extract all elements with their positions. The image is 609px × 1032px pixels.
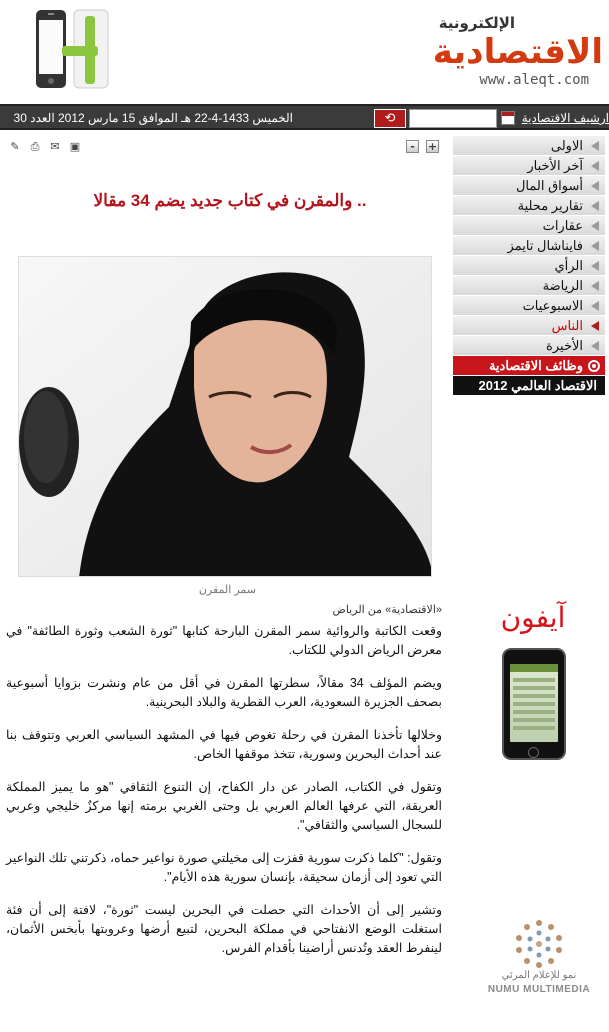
brand-title: الاقتصادية bbox=[432, 32, 603, 72]
email-icon[interactable]: ✉ bbox=[50, 140, 60, 153]
issue-dateline: الخميس 1433-4-22 هـ الموافق 15 مارس 2012 العدد 30 bbox=[13, 111, 293, 125]
archive-go-button[interactable] bbox=[374, 109, 406, 128]
triangle-left-icon bbox=[591, 201, 599, 211]
article-paragraph: ويضم المؤلف 34 مقالاً، سطرتها المقرن في أقل من عام ونشرت بزوايا أسبوعية بصحف الجزيرة السعودية، العرب القطرية والبلاد البحرينية. bbox=[6, 676, 442, 709]
section-nav bbox=[453, 136, 605, 396]
nav-item-last[interactable]: الأخيرة bbox=[453, 336, 605, 356]
article-tools bbox=[8, 140, 88, 156]
nav-item-markets[interactable]: أسواق المال bbox=[453, 176, 605, 196]
nav-item-opinion[interactable]: الرأي bbox=[453, 256, 605, 276]
nav-item-people[interactable]: الناس bbox=[453, 316, 605, 336]
nav-item-latest[interactable]: آخر الأخبار bbox=[453, 156, 605, 176]
mobile-phone-logo-icon[interactable] bbox=[30, 8, 112, 90]
brand-subtitle: الإلكترونية bbox=[438, 14, 515, 32]
save-icon[interactable]: ▣ bbox=[69, 140, 81, 153]
site-brand-logo[interactable] bbox=[393, 14, 603, 94]
brand-url: www.aleqt.com bbox=[479, 72, 589, 88]
triangle-left-icon bbox=[591, 281, 599, 291]
nav-item-local[interactable]: تقارير محلية bbox=[453, 196, 605, 216]
triangle-left-icon bbox=[591, 181, 599, 191]
comment-icon[interactable]: ✎ bbox=[10, 140, 20, 153]
triangle-left-icon bbox=[591, 341, 599, 351]
triangle-left-icon bbox=[591, 141, 599, 151]
numu-multimedia-ad[interactable] bbox=[484, 918, 594, 1000]
nav-item-first[interactable]: الاولى bbox=[453, 136, 605, 156]
target-icon bbox=[588, 360, 600, 372]
print-icon[interactable]: ⎙ bbox=[30, 140, 40, 153]
font-decrease-button[interactable]: - bbox=[406, 140, 419, 153]
archive-date-input[interactable] bbox=[409, 109, 497, 128]
triangle-left-icon bbox=[591, 161, 599, 171]
font-size-controls bbox=[406, 140, 442, 154]
site-header bbox=[0, 0, 609, 104]
article-paragraph: وقعت الكاتبة والروائية سمر المقرن البارحة كتابها "ثورة الشعب وثورة الطائفة" في معرض الرياض الدولي للكتاب. bbox=[6, 624, 442, 657]
triangle-left-icon bbox=[591, 261, 599, 271]
triangle-left-icon bbox=[591, 221, 599, 231]
article-byline: «الاقتصادية» من الرياض bbox=[332, 604, 442, 616]
top-bar bbox=[0, 104, 609, 130]
article-paragraph: وتشير إلى أن الأحداث التي حصلت في البحرين ليست "ثورة"، لافتة إلى أن فئة استغلت الوضع الانفتاحي في مملكة البحرين، لتبيع أرضها وعروبتها بأبخس الأثمان، لينفرط العقد وتُدنس أراضينا بأقدام الفرس. bbox=[6, 903, 442, 955]
return-arrow-icon: ⟲ bbox=[384, 111, 396, 126]
nav-item-realestate[interactable]: عقارات bbox=[453, 216, 605, 236]
numu-english-name: NUMU MULTIMEDIA bbox=[487, 984, 591, 995]
iphone-app-ad[interactable] bbox=[472, 600, 594, 765]
nav-item-jobs[interactable]: وظائف الاقتصادية bbox=[453, 356, 605, 376]
nav-item-weeklies[interactable]: الاسبوعيات bbox=[453, 296, 605, 316]
phone-screen bbox=[510, 664, 558, 742]
article-paragraph: وتقول: "كلما ذكرت سورية قفزت إلى مخيلتي صورة نواعير حماه، ذكرتني تلك النواعير التي تعود إلى أزمان سحيقة، بإنسان سورية هذه الأيام". bbox=[6, 851, 442, 884]
numu-arabic-name: نمو للإعلام المرئي bbox=[501, 970, 577, 981]
font-increase-button[interactable]: + bbox=[427, 140, 438, 153]
numu-dots-logo-icon bbox=[513, 918, 565, 970]
triangle-left-icon bbox=[591, 301, 599, 311]
nav-item-ft[interactable]: فايناشال تايمز bbox=[453, 236, 605, 256]
iphone-icon bbox=[502, 648, 566, 760]
article-paragraph: وخلالها تأخذنا المقرن في رحلة تغوص فيها في المشهد السياسي العربي وتتوقف بنا عند أحداث البحرين وسورية، تتخذ موقفها الخاص. bbox=[6, 728, 442, 761]
article-paragraph: وتقول في الكتاب، الصادر عن دار الكفاح، إن التنوع الثقافي "هو ما يميز المملكة العريقة، التي عرفها العالم العربي بل وحتى الغربي برمته إنها مركزٌ خليجي وعربي للسجال السياسي والثقافي". bbox=[6, 780, 442, 832]
home-button-icon bbox=[528, 747, 539, 758]
archive-link[interactable]: ارشيف الاقتصادية bbox=[521, 111, 609, 125]
ad-title: آيفون bbox=[500, 601, 566, 634]
photo-caption: سمر المقرن bbox=[198, 584, 256, 596]
calendar-icon[interactable] bbox=[501, 111, 515, 125]
nav-item-sports[interactable]: الرياضة bbox=[453, 276, 605, 296]
article-headline: .. والمقرن في كتاب جديد يضم 34 مقالا bbox=[93, 191, 367, 210]
triangle-left-icon bbox=[591, 241, 599, 251]
article-photo bbox=[18, 256, 432, 577]
triangle-left-icon bbox=[591, 321, 599, 331]
article-body bbox=[6, 622, 442, 972]
nav-item-world-economy[interactable]: الاقتصاد العالمي 2012 bbox=[453, 376, 605, 396]
